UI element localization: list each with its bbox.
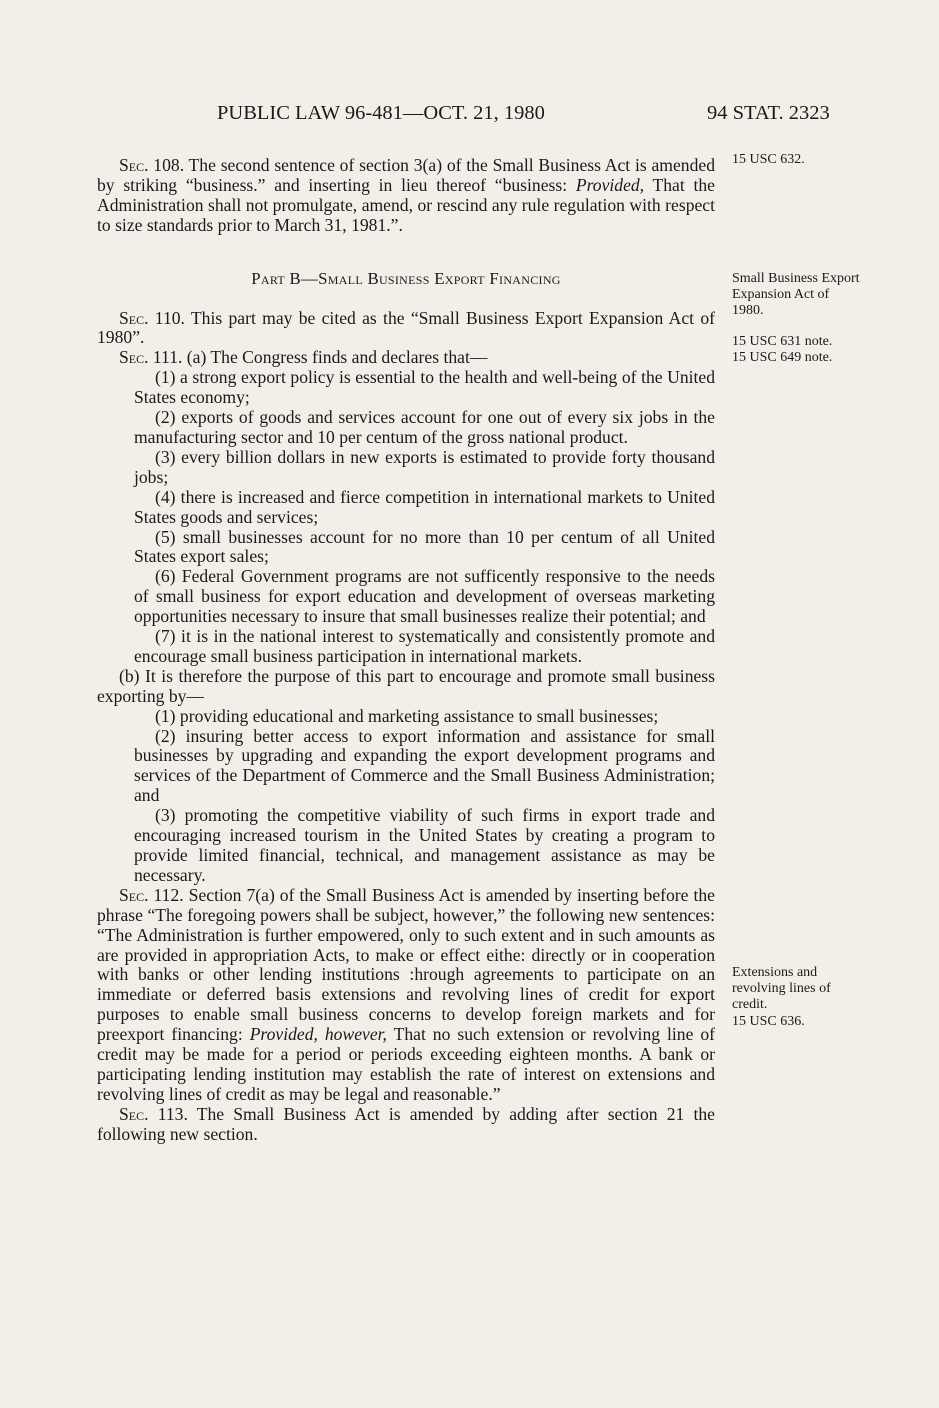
finding-2: (2) exports of goods and services account for one out of every six jobs in the manufacturing sector and 10 per centum of the gross national product. <box>134 407 715 447</box>
purpose-2: (2) insuring better access to export information and assistance for small businesses by upgrading and expanding the export development programs and services of the Department of Commerce and the Small Business Administration; and <box>134 725 715 806</box>
finding-4: (4) there is increased and fierce competition in international markets to United States goods and services; <box>134 486 715 527</box>
section-label: Sec. 110. <box>119 307 185 328</box>
section-text: That the Administration shall not promulgate, amend, or rescind any rule regulation with respect to size standards prior to March 31, 1981.”. <box>97 174 715 235</box>
finding-7: (7) it is in the national interest to systematically and consistently promote and encourage small business participation in international markets. <box>134 626 715 666</box>
finding-5: (5) small businesses account for no more than 10 per centum of all United States export sales; <box>134 526 715 567</box>
part-heading: Part B—Small Business Export Financing <box>251 268 561 288</box>
purpose-3: (3) promoting the competitive viability of such firms in export trade and encouraging increased tourism in the United States by creating a program to provide limited financial, technical, and management assistance as may be necessary. <box>134 805 715 885</box>
section-label: Sec. 108. <box>119 155 185 175</box>
margin-note-sbea-title: Small Business Export Expansion Act of 1980. <box>732 271 860 318</box>
section-text: This part may be cited as the “Small Business Export Expansion Act of 1980”. <box>97 307 715 348</box>
finding-1: (1) a strong export policy is essential to the health and well-being of the United States economy; <box>134 367 715 408</box>
margin-note-usc631: 15 USC 631 note. <box>732 334 833 349</box>
margin-note-usc649: 15 USC 649 note. <box>732 350 833 365</box>
section-label: Sec. 112. <box>119 884 184 905</box>
provided-italic: Provided, however, <box>249 1024 387 1045</box>
section-111-b: (b) It is therefore the purpose of this part to encourage and promote small business exporting by— <box>97 665 715 706</box>
section-112 <box>97 886 715 1105</box>
section-text: Section 7(a) of the Small Business Act is amended by inserting before the phrase “The foregoing powers shall be subject, however,” the following new sentences: “The Administration is further empowered, only to such extent and in such amounts as are provided in appropriation Acts, to make or effect eithe: directly or in cooperation with banks or other lending institutions :hrough agreements to participate on an immediate or deferred basis extensions and revolving lines of credit for export purposes to enable small business concerns to develop foreign markets and for preexport financing: <box>97 884 715 1045</box>
section-text: That no such extension or revolving line of credit may be made for a period or periods exceeding eighteen months. A bank or participating lending institution may establish the rate of interest on extensions and revolving lines of credit as may be legal and reasonable.” <box>97 1024 716 1104</box>
section-text: The second sentence of section 3(a) of the Small Business Act is amended by striking “business.” and inserting in lieu thereof “business: <box>97 155 715 195</box>
section-108 <box>97 156 715 236</box>
finding-3: (3) every billion dollars in new exports is estimated to provide forty thousand jobs; <box>134 446 715 487</box>
margin-note-usc636: 15 USC 636. <box>732 1014 805 1029</box>
margin-note-usc632: 15 USC 632. <box>732 152 805 167</box>
section-113 <box>97 1105 715 1145</box>
page-header-title: PUBLIC LAW 96-481—OCT. 21, 1980 <box>217 102 545 124</box>
page-header <box>0 102 939 132</box>
margin-note-extensions-title: Extensions and revolving lines of credit. <box>732 965 831 1012</box>
section-text: The Small Business Act is amended by adding after section 21 the following new section. <box>97 1103 715 1144</box>
section-110 <box>97 309 715 349</box>
section-text: (a) The Congress finds and declares that— <box>182 347 488 368</box>
finding-6: (6) Federal Government programs are not sufficently responsive to the needs of small business for export education and development of overseas marketing opportunities necessary to insure that small businesses realize their potential; and <box>134 566 715 627</box>
provided-italic: Provided, <box>575 174 645 195</box>
section-label: Sec. 113. <box>119 1103 188 1124</box>
main-text <box>97 156 715 1145</box>
section-label: Sec. 111. <box>119 347 183 368</box>
section-111-intro <box>97 348 715 368</box>
page-header-stat: 94 STAT. 2323 <box>707 102 830 124</box>
purpose-1: (1) providing educational and marketing assistance to small businesses; <box>155 705 659 726</box>
